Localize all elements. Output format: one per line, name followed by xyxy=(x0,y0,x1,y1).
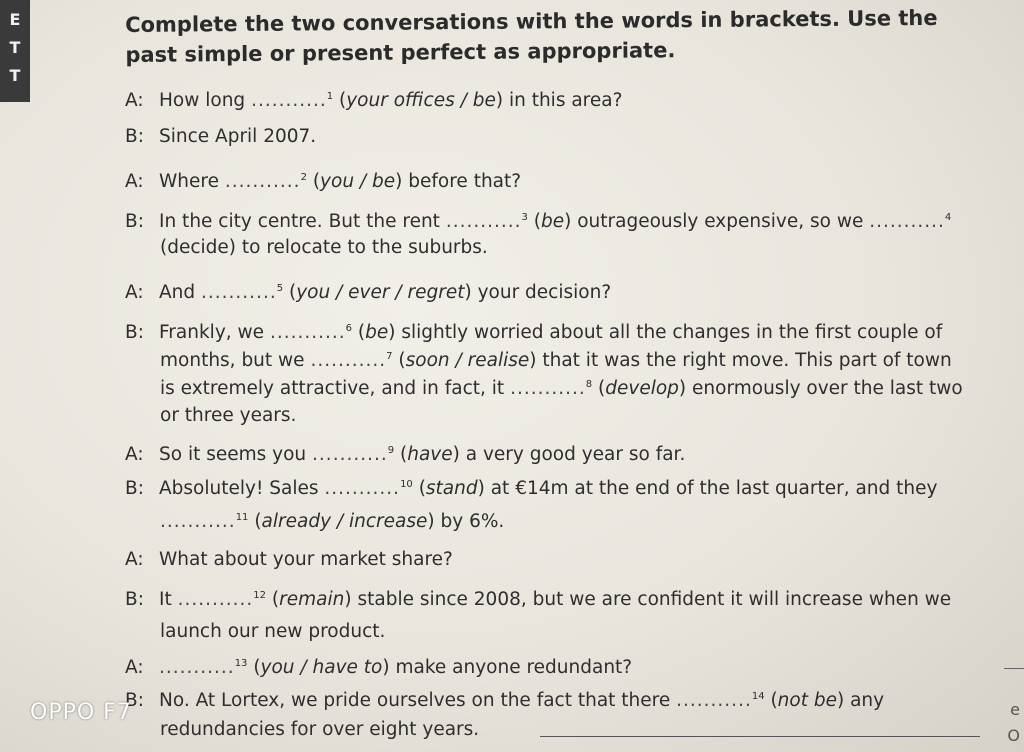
blank-number: 7 xyxy=(386,351,393,362)
conversation-line: months, but we ...........$^7$ (soon / realise) that it was the right move. This part of town xyxy=(160,350,952,371)
line-text: (decide) to relocate to the suburbs. xyxy=(160,237,488,258)
line-text: or three years. xyxy=(160,405,297,426)
line-text: months, but we xyxy=(160,350,305,371)
speaker-label: A: xyxy=(125,171,144,192)
answer-blank: ........... xyxy=(510,378,586,399)
blank-number: 9 xyxy=(387,445,395,456)
speaker-label: B: xyxy=(125,126,144,147)
conversation-line xyxy=(160,235,488,261)
verb-hint: not be xyxy=(777,690,837,711)
line-text: stable since 2008, but we are confident it will increase when we xyxy=(357,589,952,610)
verb-hint: soon / realise xyxy=(405,350,530,371)
blank-number: 3 xyxy=(521,212,528,223)
verb-hint: develop xyxy=(605,378,679,399)
edge-text: O xyxy=(1007,726,1020,745)
answer-blank: ........... xyxy=(201,282,277,303)
blank-number: 14 xyxy=(751,691,765,702)
conversation-line: A: How long ...........$^1$ (your offices / be) in this area? xyxy=(125,84,622,114)
conversation-line: B: No. At Lortex, we pride ourselves on the fact that there ...........$^{14}$ (not be) any xyxy=(125,684,884,714)
line-text: any xyxy=(850,690,885,711)
verb-hint: remain xyxy=(279,589,345,610)
conversation-line xyxy=(125,547,453,573)
conversation-line: A: And ...........$^5$ (you / ever / regret) your decision? xyxy=(125,276,611,306)
verb-hint: be xyxy=(541,211,565,232)
answer-blank: ........... xyxy=(324,478,401,499)
blank-number: 1 xyxy=(326,91,334,102)
line-text: Where xyxy=(159,171,219,192)
answer-blank: ........... xyxy=(251,90,327,111)
line-text: by 6%. xyxy=(440,511,505,532)
answer-blank: ........... xyxy=(310,350,387,371)
camera-watermark: OPPO F7 xyxy=(30,700,132,725)
conversation-line xyxy=(160,619,385,645)
speaker-label: A: xyxy=(125,444,144,465)
conversation-line: B: It ...........$^{12}$ (remain) stable since 2008, but we are confident it will increase when we xyxy=(125,583,951,613)
conversation-line: A: So it seems you ...........$^9$ (have) a very good year so far. xyxy=(125,438,685,468)
line-text: at €14m at the end of the last quarter, and they xyxy=(490,478,938,499)
speaker-label: B: xyxy=(125,211,144,232)
blank-number: 6 xyxy=(345,323,352,334)
blank-number: 8 xyxy=(585,379,593,390)
verb-hint: have xyxy=(407,444,453,465)
conversation-line: ...........$^{11}$ (already / increase) by 6%. xyxy=(160,511,505,532)
speaker-label: A: xyxy=(125,657,144,678)
blank-number: 13 xyxy=(234,658,248,669)
line-text: is extremely attractive, and in fact, it xyxy=(160,378,505,399)
line-text: Frankly, we xyxy=(159,322,265,343)
speaker-label: B: xyxy=(125,322,144,343)
conversation-line: A: Where ...........$^2$ (you / be) before that? xyxy=(125,165,521,195)
blank-number: 12 xyxy=(253,590,267,601)
line-text: launch our new product. xyxy=(160,621,386,642)
answer-blank: ........... xyxy=(269,322,346,343)
answer-blank: ........... xyxy=(869,211,945,232)
line-text: And xyxy=(159,282,196,303)
conversation-line xyxy=(125,124,316,150)
line-text: your decision? xyxy=(477,282,612,303)
answer-blank: ........... xyxy=(445,211,522,232)
speaker-label: B: xyxy=(125,690,144,711)
verb-hint: stand xyxy=(425,478,478,499)
conversation-line: is extremely attractive, and in fact, it ...........$^8$ (develop) enormously over the last two xyxy=(160,378,963,399)
answer-blank: ........... xyxy=(160,511,236,532)
line-text: Absolutely! Sales xyxy=(159,478,319,499)
verb-hint: you / be xyxy=(320,171,396,192)
blank-number: 11 xyxy=(235,512,249,523)
conversation-line: B: Frankly, we ...........$^6$ (be) slightly worried about all the changes in the first couple of xyxy=(125,316,942,346)
line-text: a very good year so far. xyxy=(465,444,686,465)
bottom-rule xyxy=(540,736,980,737)
line-text: enormously over the last two xyxy=(692,378,963,399)
side-tab-letter: E xyxy=(9,10,21,29)
exercise-instructions: Complete the two conversations with the words in brackets. Use the past simple or present perfect as appropriate. xyxy=(125,5,938,67)
line-text: So it seems you xyxy=(159,444,307,465)
line-text: make anyone redundant? xyxy=(395,657,633,678)
edge-text: e xyxy=(1010,700,1020,719)
speaker-label: A: xyxy=(125,549,144,570)
line-text: in this area? xyxy=(508,90,623,111)
line-text: What about your market share? xyxy=(159,549,453,570)
line-text: In the city centre. But the rent xyxy=(159,211,440,232)
line-text: redundancies for over eight years. xyxy=(160,719,480,740)
line-text: It xyxy=(159,589,172,610)
line-text: before that? xyxy=(408,171,522,192)
blank-number: 4 xyxy=(944,212,952,223)
blank-number: 10 xyxy=(400,479,413,490)
speaker-label: A: xyxy=(125,90,144,111)
conversation-line: A: ...........$^{13}$ (you / have to) make anyone redundant? xyxy=(125,651,632,681)
unit-side-tab xyxy=(0,0,30,102)
speaker-label: B: xyxy=(125,589,144,610)
edge-dash xyxy=(1004,668,1024,669)
answer-blank: ........... xyxy=(177,589,254,610)
line-text: No. At Lortex, we pride ourselves on the fact that there xyxy=(159,690,671,711)
speaker-label: B: xyxy=(125,478,144,499)
verb-hint: you / ever / regret xyxy=(296,282,465,303)
conversation-line: B: In the city centre. But the rent ...........$^3$ (be) outrageously expensive, so we ...........$^4$ xyxy=(125,205,951,235)
conversation-line: B: Absolutely! Sales ...........$^{10}$ (stand) at €14m at the end of the last quarter, and they xyxy=(125,472,937,502)
line-text: slightly worried about all the changes in the first couple of xyxy=(401,322,943,343)
line-text: Since April 2007. xyxy=(159,126,317,147)
blank-number: 2 xyxy=(300,172,307,183)
conversation-line xyxy=(160,717,479,743)
speaker-label: A: xyxy=(125,282,144,303)
verb-hint: you / have to xyxy=(260,657,383,678)
conversation-line xyxy=(160,403,296,429)
answer-blank: ........... xyxy=(159,657,235,678)
line-text: How long xyxy=(159,90,246,111)
verb-hint: be xyxy=(365,322,389,343)
line-text: outrageously expensive, so we xyxy=(577,211,864,232)
answer-blank: ........... xyxy=(224,171,301,192)
answer-blank: ........... xyxy=(312,444,388,465)
side-tab-letter: T xyxy=(9,66,21,85)
answer-blank: ........... xyxy=(676,690,752,711)
verb-hint: your offices / be xyxy=(346,90,496,111)
side-tab-letter: T xyxy=(9,38,21,57)
line-text: that it was the right move. This part of town xyxy=(542,350,952,371)
blank-number: 5 xyxy=(276,283,284,294)
verb-hint: already / increase xyxy=(261,511,428,532)
